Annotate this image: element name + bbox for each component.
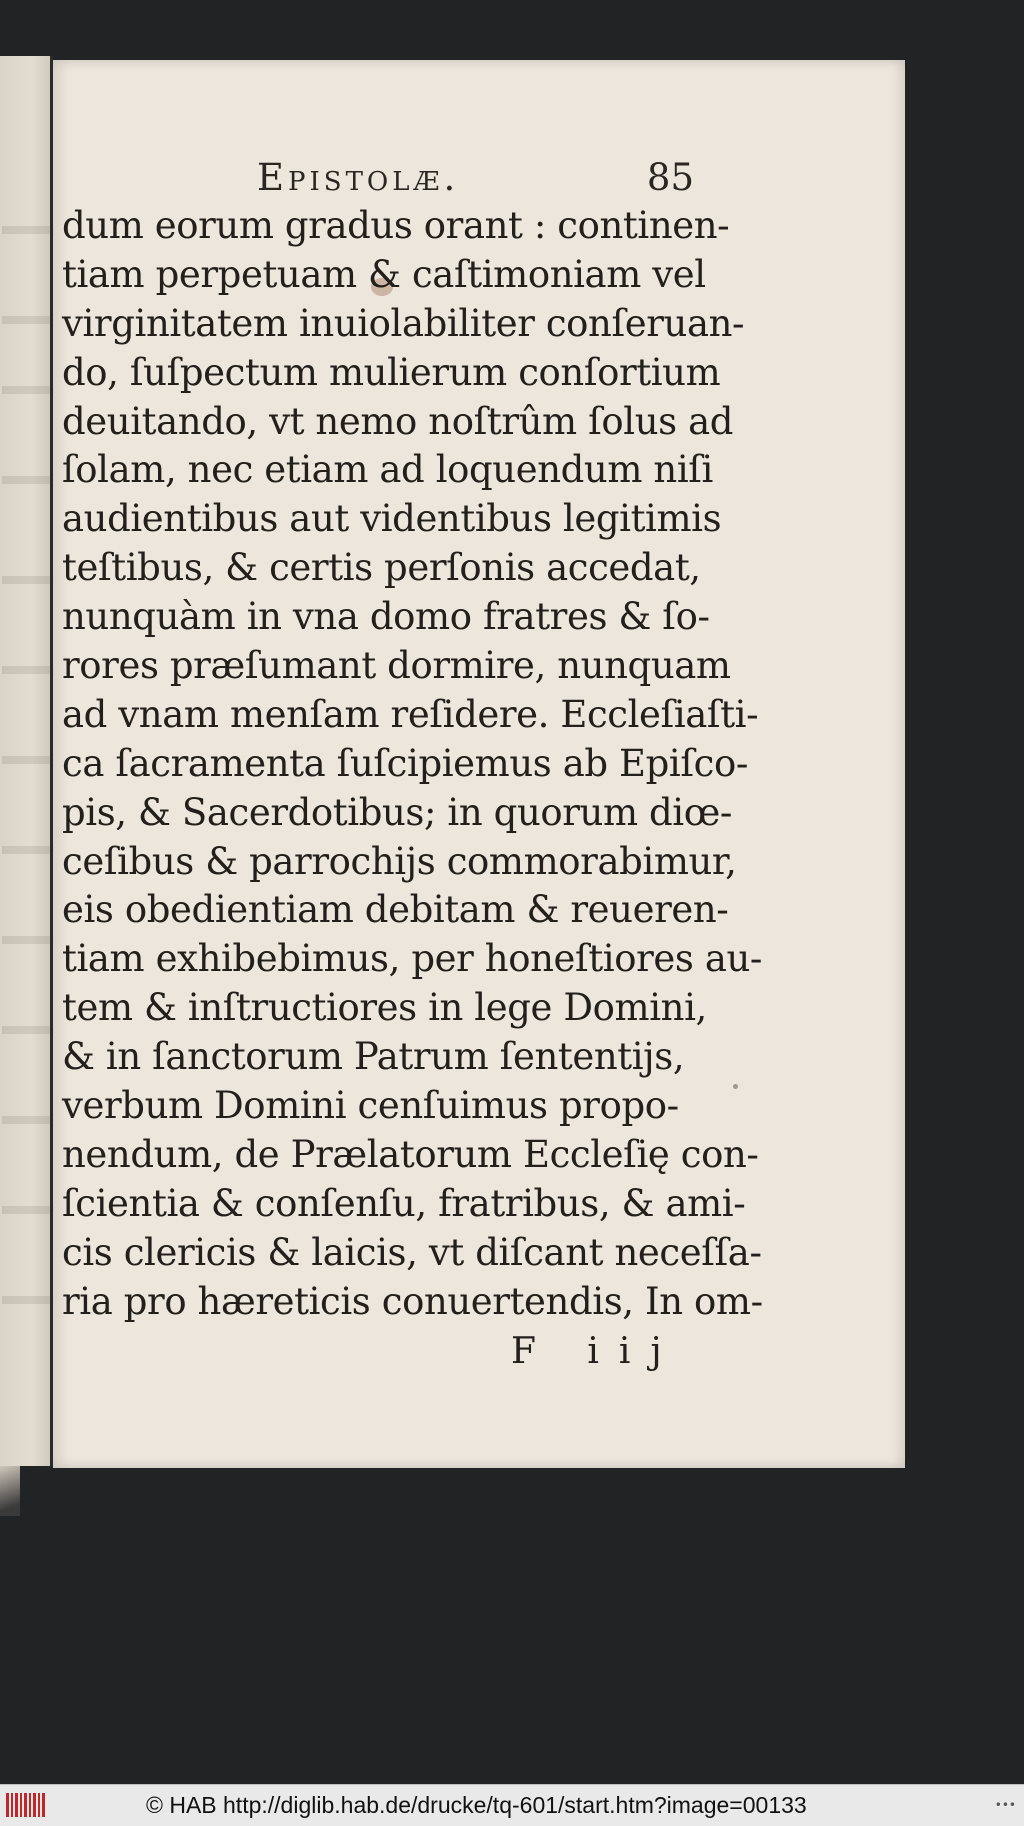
text-line: ad vnam menſam reſidere. Eccleſiaſti-: [62, 692, 759, 736]
signature-text: F iij: [511, 1331, 682, 1373]
running-head-title: Epistolæ.: [257, 156, 460, 199]
text-line: ceſibus & parrochijs commorabimur,: [62, 839, 737, 883]
text-line: nendum, de Prælatorum Eccleſię con-: [62, 1132, 759, 1176]
library-logo-icon: [6, 1793, 45, 1817]
signature-mark: [62, 1326, 702, 1378]
text-line: audientibus aut videntibus legitimis: [62, 497, 722, 541]
page-number: 85: [646, 156, 694, 199]
text-line: ria pro hæreticis conuertendis, In om-: [62, 1279, 763, 1323]
facing-page-edge: [0, 56, 52, 1466]
text-line: ſcientia & conſenſu, fratribus, & ami-: [62, 1181, 746, 1225]
text-line: tiam exhibebimus, per honeſtiores au-: [62, 937, 763, 981]
text-line: cis clericis & laicis, vt diſcant neceſſa-: [62, 1230, 762, 1274]
text-line: ca ſacramenta ſuſcipiemus ab Epiſco-: [62, 741, 748, 785]
text-line: dum eorum gradus orant : continen-: [62, 204, 730, 247]
text-line: ſolam, nec etiam ad loquendum niſi: [62, 448, 713, 492]
book-page: [53, 60, 905, 1468]
text-block: [62, 202, 763, 1326]
facing-page-corner: [0, 1466, 20, 1516]
text-line: deuitando, vt nemo noſtrûm ſolus ad: [62, 399, 734, 443]
text-line: & in ſanctorum Patrum ſententijs,: [62, 1035, 685, 1079]
viewer-footer: [0, 1784, 1024, 1826]
text-line: pis, & Sacerdotibus; in quorum diœ-: [62, 790, 733, 834]
running-head: [62, 154, 702, 202]
copyright-url[interactable]: © HAB http://diglib.hab.de/drucke/tq-601/start.htm?image=00133: [146, 1792, 807, 1818]
text-line: nunquàm in vna domo fratres & ſo-: [62, 595, 710, 639]
text-line: verbum Domini cenſuimus propo-: [62, 1084, 679, 1128]
text-line: eis obedientiam debitam & reueren-: [62, 888, 729, 932]
text-line: teſtibus, & certis perſonis accedat,: [62, 546, 701, 590]
page-content: [62, 154, 763, 1378]
text-line: virginitatem inuiolabiliter conſeruan-: [62, 301, 745, 345]
text-line: rores præſumant dormire, nunquam: [62, 644, 731, 688]
text-line: tiam perpetuam & caſtimoniam vel: [62, 252, 706, 296]
text-line: do, ſuſpectum mulierum conſortium: [62, 350, 721, 394]
text-line: tem & inſtructiores in lege Domini,: [62, 986, 707, 1030]
ink-spot: [733, 1084, 738, 1089]
more-options-icon[interactable]: •••: [994, 1798, 1016, 1812]
